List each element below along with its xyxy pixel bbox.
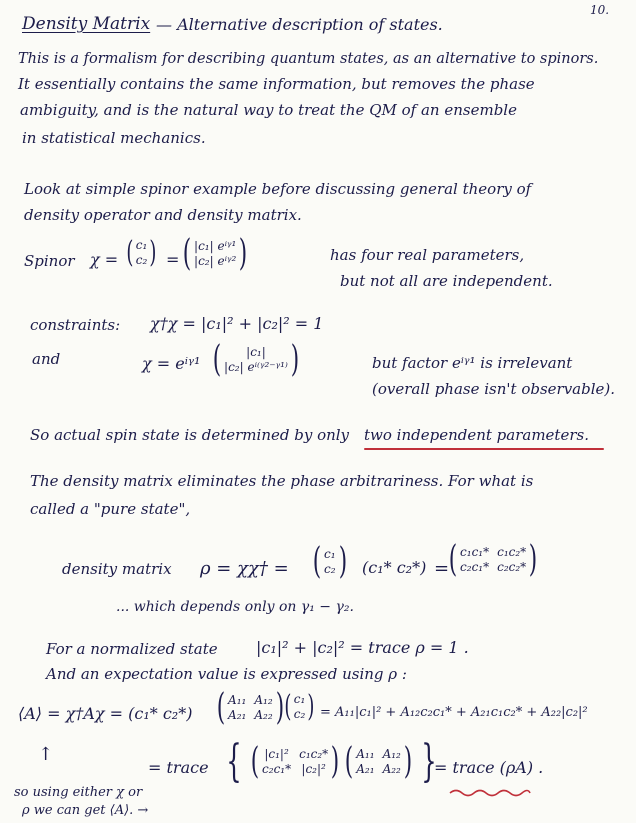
density-m22: c₂c₂* bbox=[497, 560, 527, 574]
intro-line-2: It essentially contains the same information, but removes the phase bbox=[18, 75, 535, 93]
intro-line-3: ambiguity, and is the natural way to treat the QM of an ensemble bbox=[20, 101, 517, 119]
density-vector: ( c₁ c₂ ) bbox=[312, 541, 347, 582]
spinor-c2: c₂ bbox=[135, 253, 148, 267]
spinor-eq: = bbox=[166, 250, 180, 269]
expect-lhs: ⟨A⟩ = χ†Aχ = (c₁* c₂*) bbox=[18, 704, 193, 723]
intro-line-4: in statistical mechanics. bbox=[22, 129, 206, 147]
spinor-note-1: has four real parameters, bbox=[330, 246, 525, 264]
expect-A21: A₂₁ bbox=[228, 708, 247, 722]
constraints-v2: |c₂| eⁱ⁽ᵞ²⁻ᵞ¹⁾ bbox=[224, 360, 288, 374]
expect-rhs: = A₁₁|c₁|² + A₁₂c₂c₁* + A₂₁c₁c₂* + A₂₂|c₂|² bbox=[320, 705, 588, 720]
trace-rhs: = trace (ρA) . bbox=[434, 758, 544, 777]
density-c1: c₁ bbox=[324, 547, 336, 562]
expect-intro: And an expectation value is expressed using ρ : bbox=[46, 665, 407, 683]
trace-product: { ( |c₁|² c₁c₂* c₂c₁* |c₂|² ) ( A₁₁ A₁₂ A₂₁ A₂₂ ) } bbox=[226, 736, 437, 787]
constraints-v1: |c₁| bbox=[246, 345, 266, 360]
look-line-1: Look at simple spinor example before discussing general theory of bbox=[24, 180, 532, 198]
density-lhs: ρ = χχ† = bbox=[200, 558, 289, 579]
expect-c2: c₂ bbox=[293, 707, 306, 721]
squiggle-underline bbox=[448, 788, 532, 798]
density-depends: ... which depends only on γ₁ − γ₂. bbox=[116, 599, 354, 615]
expect-A22: A₂₂ bbox=[254, 708, 273, 722]
density-m11: c₁c₁* bbox=[460, 545, 490, 560]
density-label: density matrix bbox=[62, 560, 172, 578]
constraints-note-2: (overall phase isn't observable). bbox=[372, 380, 616, 398]
actual-highlight: two independent parameters. bbox=[364, 426, 589, 444]
spinor-vector: ( c₁ c₂ ) bbox=[126, 235, 157, 270]
highlight-underline bbox=[364, 448, 604, 450]
density-matrix: ( c₁c₁* c₁c₂* c₂c₁* c₂c₂* ) bbox=[448, 539, 538, 580]
density-m12: c₁c₂* bbox=[497, 545, 527, 560]
spinor-note-2: but not all are independent. bbox=[340, 272, 553, 290]
expect-c1: c₁ bbox=[293, 692, 306, 707]
trace-rho11: |c₁|² bbox=[264, 747, 289, 762]
intro-line-1: This is a formalism for describing quantum states, as an alternative to spinors. bbox=[18, 51, 599, 67]
bottom-note-1: so using either χ or bbox=[14, 785, 143, 800]
expect-A-matrix: ( A₁₁ A₁₂ A₂₁ A₂₂ ) bbox=[216, 687, 284, 728]
density-c2: c₂ bbox=[324, 562, 336, 576]
page-title: Density Matrix bbox=[22, 14, 151, 34]
density-eq: = bbox=[434, 558, 450, 579]
density-intro-2: called a "pure state", bbox=[30, 500, 191, 518]
spinor-polar-2: |c₂| eⁱᵞ² bbox=[194, 254, 237, 268]
trace-A12: A₁₂ bbox=[382, 747, 401, 762]
bottom-note-2: ρ we can get ⟨A⟩. → bbox=[22, 803, 149, 818]
trace-A11: A₁₁ bbox=[356, 747, 375, 762]
expect-A11: A₁₁ bbox=[228, 693, 247, 708]
spinor-label: Spinor bbox=[24, 252, 75, 270]
spinor-polar-vector: ( |c₁| eⁱᵞ¹ |c₂| eⁱᵞ² ) bbox=[182, 233, 248, 274]
density-m21: c₂c₁* bbox=[460, 560, 490, 574]
constraints-label: constraints: bbox=[30, 316, 121, 334]
spinor-lhs: χ = bbox=[90, 250, 119, 269]
trace-rho21: c₂c₁* bbox=[262, 762, 292, 776]
expect-A12: A₁₂ bbox=[254, 693, 273, 708]
trace-A22: A₂₂ bbox=[382, 762, 401, 776]
trace-rho22: |c₂|² bbox=[301, 762, 326, 776]
page-number: 10. bbox=[590, 3, 610, 17]
normalized-eq: |c₁|² + |c₂|² = trace ρ = 1 . bbox=[256, 638, 469, 657]
title-subtitle: — Alternative description of states. bbox=[156, 15, 443, 34]
constraints-eq: χ†χ = |c₁|² + |c₂|² = 1 bbox=[150, 314, 324, 333]
trace-rho12: c₁c₂* bbox=[299, 747, 329, 762]
spinor-polar-1: |c₁| eⁱᵞ¹ bbox=[194, 239, 237, 254]
spinor-c1: c₁ bbox=[135, 238, 148, 253]
constraints-lhs: χ = eⁱᵞ¹ bbox=[142, 354, 201, 373]
constraints-and: and bbox=[32, 350, 61, 368]
look-line-2: density operator and density matrix. bbox=[24, 206, 302, 224]
trace-lhs: = trace bbox=[148, 758, 209, 777]
density-intro-1: The density matrix eliminates the phase arbitrariness. For what is bbox=[30, 472, 534, 490]
expect-vector: ( c₁ c₂ ) bbox=[284, 689, 315, 724]
density-row: (c₁* c₂*) bbox=[362, 558, 427, 577]
constraints-vector: ( |c₁| |c₂| eⁱ⁽ᵞ²⁻ᵞ¹⁾ ) bbox=[212, 339, 300, 380]
constraints-note-1: but factor eⁱᵞ¹ is irrelevant bbox=[372, 354, 573, 372]
actual-text: So actual spin state is determined by only bbox=[30, 426, 350, 444]
normalized-text: For a normalized state bbox=[46, 640, 218, 658]
trace-A21: A₂₁ bbox=[356, 762, 375, 776]
up-arrow-icon: ↑ bbox=[38, 744, 54, 765]
